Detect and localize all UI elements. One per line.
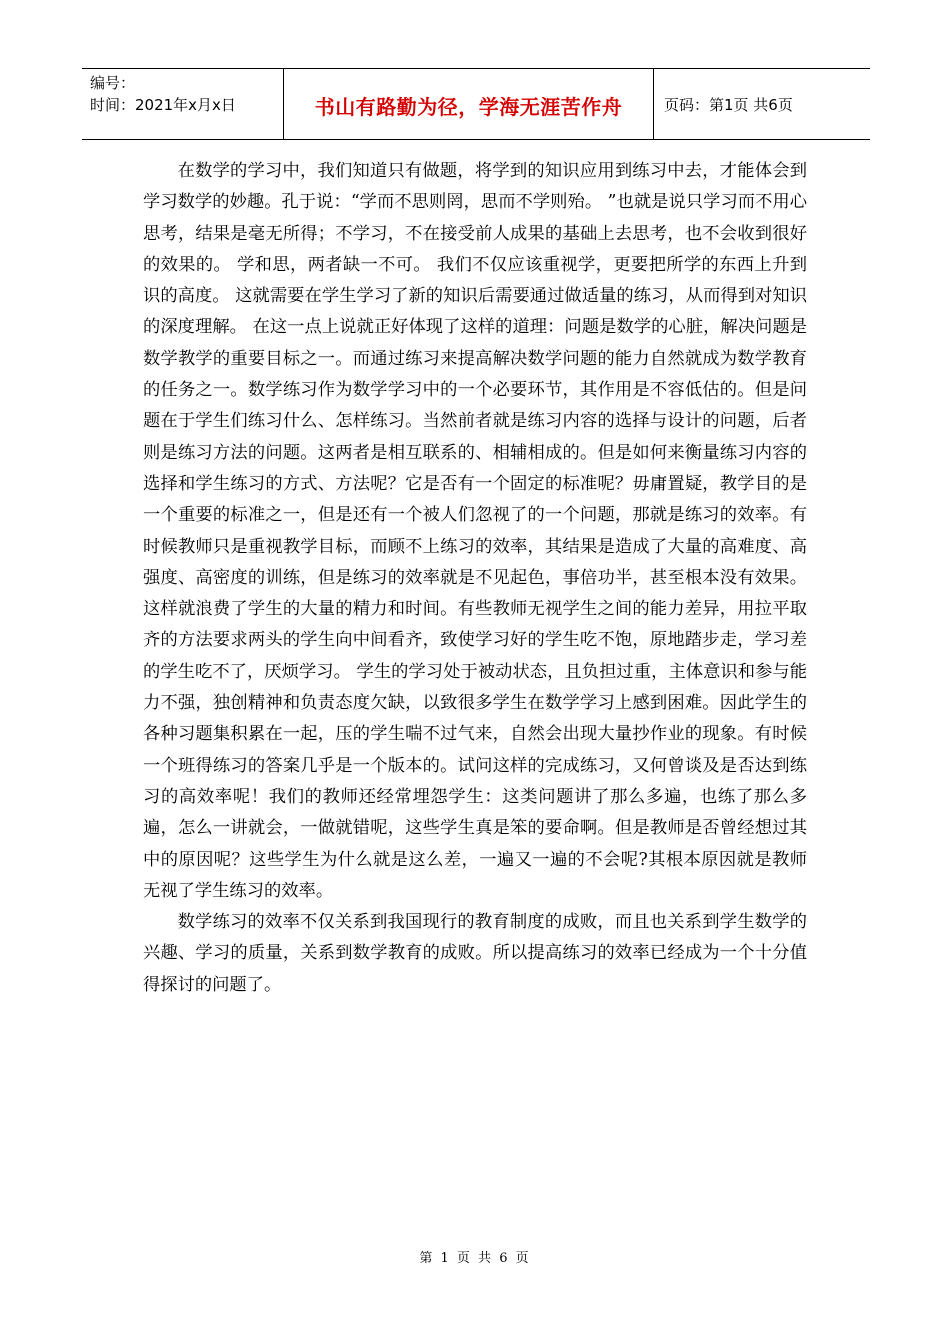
- header-page-cell: [654, 69, 870, 139]
- header-motto: 书山有路勤为径，学海无涯苦作舟: [314, 94, 623, 119]
- document-number-label: 编号：: [90, 74, 136, 92]
- header-motto-cell: [284, 69, 654, 139]
- body-paragraph: 数学练习的效率不仅关系到我国现行的教育制度的成败，而且也关系到学生数学的兴趣、学习的质量，关系到数学教育的成败。所以提高练习的效率已经成为一个十分值得探讨的问题了。: [143, 912, 807, 995]
- header-meta-cell: [82, 69, 284, 139]
- page-footer: [0, 1247, 950, 1266]
- document-header: [82, 68, 870, 140]
- header-page-info: 页码：第1页 共6页: [664, 95, 793, 114]
- body-paragraph: 在数学的学习中，我们知道只有做题，将学到的知识应用到练习中去，才能体会到学习数学的妙趣。孔于说：“学而不思则罔，思而不学则殆。 ”也就是说只学习而不用心思考，结果是毫无所得；不学习，不在接受前人成果的基础上去思考，也不会收到很好的效果的。 学和思，两者缺一不可。 我们不仅应该重视学，更要把所学的东西上升到识的高度。 这就需要在学生学习了新的知识后需要通过做适量的练习，从而得到对知识的深度理解。 在这一点上说就正好体现了这样的道理：问题是数学的心脏，解决问题是数学教学的重要目标之一。而通过练习来提高解决数学问题的能力自然就成为数学教育的任务之一。数学练习作为数学学习中的一个必要环节，其作用是不容低估的。但是问题在于学生们练习什么、怎样练习。当然前者就是练习内容的选择与设计的问题，后者则是练习方法的问题。这两者是相互联系的、相辅相成的。但是如何来衡量练习内容的选择和学生练习的方式、方法呢？它是否有一个固定的标准呢？毋庸置疑，教学目的是一个重要的标准之一，但是还有一个被人们忽视了的一个问题，那就是练习的效率。有时候教师只是重视教学目标，而顾不上练习的效率，其结果是造成了大量的高难度、高强度、高密度的训练，但是练习的效率就是不见起色，事倍功半，甚至根本没有效果。这样就浪费了学生的大量的精力和时间。有些教师无视学生之间的能力差异，用拉平取齐的方法要求两头的学生向中间看齐，致使学习好的学生吃不饱，原地踏步走，学习差的学生吃不了，厌烦学习。 学生的学习处于被动状态，且负担过重，主体意识和参与能力不强，独创精神和负责态度欠缺，以致很多学生在数学学习上感到困难。因此学生的各种习题集积累在一起，压的学生喘不过气来，自然会出现大量抄作业的现象。有时候一个班得练习的答案几乎是一个版本的。试问这样的完成练习，又何曾谈及是否达到练习的高效率呢！我们的教师还经常埋怨学生：这类问题讲了那么多遍，也练了那么多遍，怎么一讲就会，一做就错呢，这些学生真是笨的要命啊。但是教师是否曾经想过其中的原因呢？这些学生为什么就是这么差，一遍又一遍的不会呢?其根本原因就是教师无视了学生练习的效率。: [143, 161, 807, 901]
- document-body: [143, 156, 807, 1001]
- document-date-label: 时间：2021年x月x日: [90, 96, 236, 114]
- footer-page-number: 第 1 页 共 6 页: [419, 1251, 531, 1266]
